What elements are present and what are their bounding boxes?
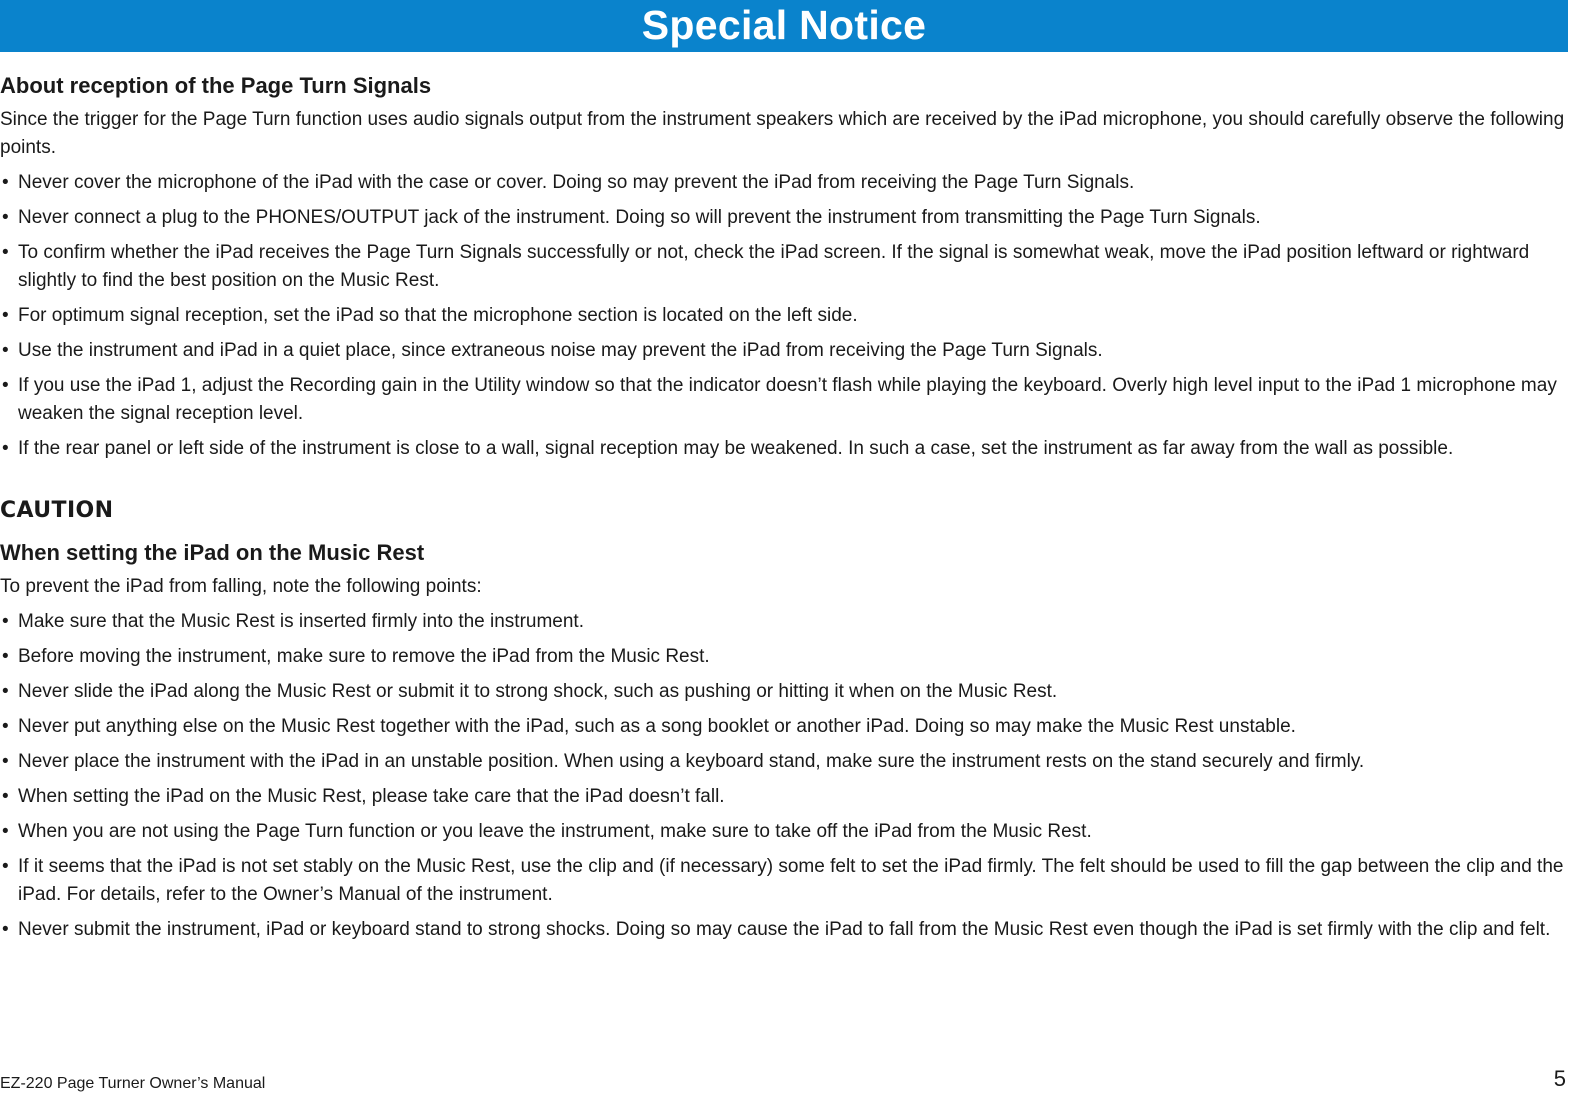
section-heading-music-rest: When setting the iPad on the Music Rest — [0, 540, 425, 565]
list-item-text: Never connect a plug to the PHONES/OUTPUT jack of the instrument. Doing so will prevent the instrument from transmitting the Page Turn Signals. — [18, 207, 1261, 228]
list-item-text: Never slide the iPad along the Music Rest or submit it to strong shock, such as pushing or hitting it when on the Music Rest. — [18, 681, 1058, 702]
list-item — [0, 204, 1568, 232]
bullet: • — [2, 821, 9, 842]
list-item-text: If the rear panel or left side of the instrument is close to a wall, signal reception may be weakened. In such a case, set the instrument as far away from the wall as possible. — [18, 438, 1454, 459]
list-item — [0, 372, 1568, 428]
bullet: • — [2, 375, 9, 396]
bullet: • — [2, 242, 9, 263]
list-item-text: Never cover the microphone of the iPad with the case or cover. Doing so may prevent the iPad from receiving the Page Turn Signals. — [18, 172, 1135, 193]
list-item — [0, 678, 1568, 706]
list-item — [0, 337, 1568, 365]
list-item — [0, 169, 1568, 197]
list-item-text: Never submit the instrument, iPad or keyboard stand to strong shocks. Doing so may cause the iPad to fall from the Music Rest even though the iPad is set firmly with the clip and felt. — [18, 919, 1551, 940]
bullet: • — [2, 681, 9, 702]
list-item-text: Never put anything else on the Music Rest together with the iPad, such as a song booklet or another iPad. Doing so may make the Music Rest unstable. — [18, 716, 1296, 737]
list-item — [0, 748, 1568, 776]
page-turn-signals-list — [0, 169, 1568, 463]
list-item — [0, 783, 1568, 811]
footer-manual-title: EZ-220 Page Turner Owner’s Manual — [0, 1075, 266, 1092]
list-item-text: To confirm whether the iPad receives the Page Turn Signals successfully or not, check the iPad screen. If the signal is somewhat weak, move the iPad position leftward or rightward slightly to find the best position on the Music Rest. — [18, 242, 1530, 291]
list-item — [0, 818, 1568, 846]
bullet: • — [2, 172, 9, 193]
list-item — [0, 853, 1568, 909]
bullet: • — [2, 751, 9, 772]
section-heading-page-turn-signals: About reception of the Page Turn Signals — [0, 73, 432, 98]
bullet: • — [2, 340, 9, 361]
list-item-text: If you use the iPad 1, adjust the Recording gain in the Utility window so that the indicator doesn’t flash while playing the keyboard. Overly high level input to the iPad 1 microphone may weaken the signal reception level. — [18, 375, 1557, 424]
bullet: • — [2, 207, 9, 228]
bullet: • — [2, 786, 9, 807]
list-item — [0, 608, 1568, 636]
list-item-text: Never place the instrument with the iPad in an unstable position. When using a keyboard stand, make sure the instrument rests on the stand securely and firmly. — [18, 751, 1365, 772]
list-item-text: When you are not using the Page Turn function or you leave the instrument, make sure to take off the iPad from the Music Rest. — [18, 821, 1092, 842]
list-item-text: For optimum signal reception, set the iPad so that the microphone section is located on the left side. — [18, 305, 858, 326]
section-intro-page-turn-signals: Since the trigger for the Page Turn function uses audio signals output from the instrument speakers which are received by the iPad microphone, you should carefully observe the following points. — [0, 109, 1565, 158]
page-content — [0, 72, 1568, 951]
bullet: • — [2, 919, 9, 940]
list-item — [0, 239, 1568, 295]
bullet: • — [2, 438, 9, 459]
section-intro-music-rest: To prevent the iPad from falling, note the following points: — [0, 576, 482, 597]
special-notice-banner — [0, 0, 1568, 52]
list-item-text: Make sure that the Music Rest is inserted firmly into the instrument. — [18, 611, 584, 632]
music-rest-caution-list — [0, 608, 1568, 944]
banner-title: Special Notice — [641, 2, 927, 48]
page-number: 5 — [1553, 1066, 1566, 1091]
bullet: • — [2, 646, 9, 667]
list-item — [0, 916, 1568, 944]
list-item — [0, 435, 1568, 463]
list-item — [0, 302, 1568, 330]
list-item-text: When setting the iPad on the Music Rest, please take care that the iPad doesn’t fall. — [18, 786, 725, 807]
list-item-text: Use the instrument and iPad in a quiet place, since extraneous noise may prevent the iPad from receiving the Page Turn Signals. — [18, 340, 1103, 361]
list-item-text: If it seems that the iPad is not set stably on the Music Rest, use the clip and (if necessary) some felt to set the iPad firmly. The felt should be used to fill the gap between the clip and the iPad. For details, refer to the Owner’s Manual of the instrument. — [18, 856, 1564, 905]
list-item-text: Before moving the instrument, make sure to remove the iPad from the Music Rest. — [18, 646, 710, 667]
list-item — [0, 713, 1568, 741]
bullet: • — [2, 716, 9, 737]
list-item — [0, 643, 1568, 671]
bullet: • — [2, 611, 9, 632]
bullet: • — [2, 856, 9, 877]
caution-label: CAUTION — [0, 498, 114, 523]
bullet: • — [2, 305, 9, 326]
